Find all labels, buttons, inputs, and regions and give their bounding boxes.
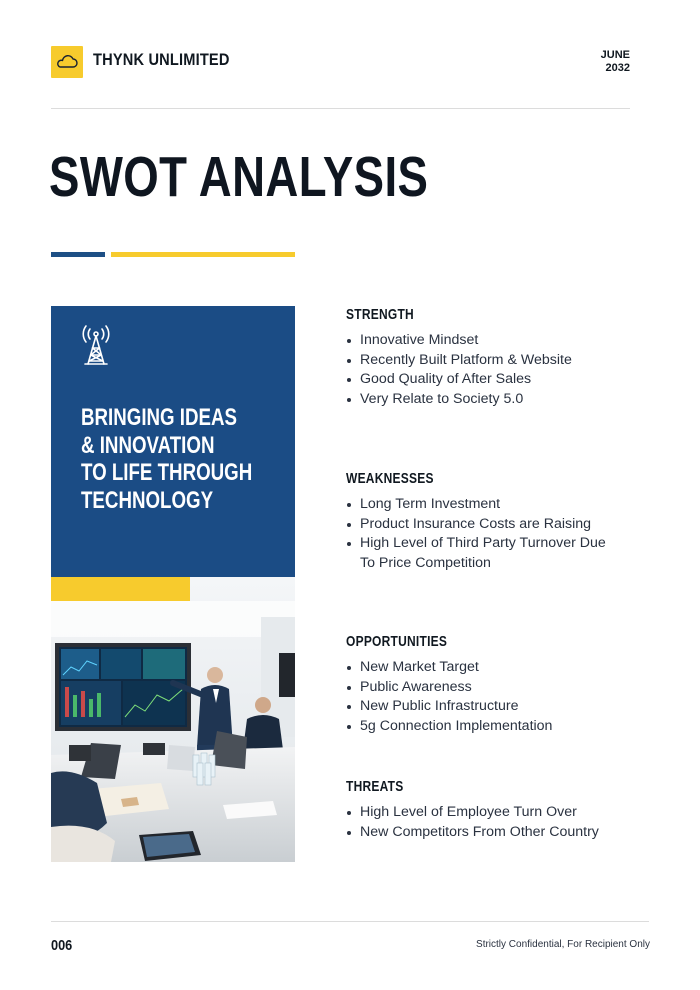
list-item: Recently Built Platform & Website xyxy=(346,351,646,371)
list-item: New Competitors From Other Country xyxy=(346,823,666,843)
section-heading: OPPORTUNITIES xyxy=(346,633,448,650)
signal-tower-icon xyxy=(76,324,116,368)
company-name: THYNK UNLIMITED xyxy=(93,50,230,69)
list-item: High Level of Employee Turn Over xyxy=(346,803,666,823)
section-list xyxy=(346,658,646,736)
cloud-icon xyxy=(51,46,83,78)
footer-divider xyxy=(51,921,649,922)
title-accent-yellow xyxy=(111,252,295,257)
section-heading: STRENGTH xyxy=(346,306,414,323)
list-item: Very Relate to Society 5.0 xyxy=(346,390,646,410)
section-weaknesses xyxy=(346,470,636,573)
list-item: Product Insurance Costs are Raising xyxy=(346,515,636,535)
section-list xyxy=(346,803,666,842)
list-item: Good Quality of After Sales xyxy=(346,370,646,390)
list-item: High Level of Third Party Turnover Due To Price Competition xyxy=(346,534,612,573)
photo-accent-yellow xyxy=(51,577,190,601)
list-item: Public Awareness xyxy=(346,678,646,698)
report-date xyxy=(601,49,630,75)
section-list xyxy=(346,331,646,409)
meeting-illustration xyxy=(51,577,295,862)
list-item: New Public Infrastructure xyxy=(346,697,646,717)
section-heading: WEAKNESSES xyxy=(346,470,434,487)
tagline-line: BRINGING IDEAS xyxy=(81,404,238,431)
date-year: 2032 xyxy=(605,62,630,74)
section-list xyxy=(346,495,636,573)
list-item: Innovative Mindset xyxy=(346,331,646,351)
page-title: SWOT ANALYSIS xyxy=(49,145,429,209)
card-tagline xyxy=(81,404,252,514)
section-heading: THREATS xyxy=(346,778,404,795)
title-accent-blue xyxy=(51,252,105,257)
list-item: New Market Target xyxy=(346,658,646,678)
date-month: JUNE xyxy=(600,49,630,61)
section-opportunities xyxy=(346,633,646,736)
page-number: 006 xyxy=(51,937,73,954)
header-divider xyxy=(51,108,630,109)
tagline-line: & INNOVATION xyxy=(81,431,215,459)
list-item: Long Term Investment xyxy=(346,495,636,515)
list-item: 5g Connection Implementation xyxy=(346,717,646,737)
meeting-photo xyxy=(51,577,295,862)
section-strength xyxy=(346,306,646,409)
tagline-line: TO LIFE THROUGH xyxy=(81,459,253,486)
tagline-line: TECHNOLOGY xyxy=(81,486,214,514)
confidential-note: Strictly Confidential, For Recipient Only xyxy=(476,939,650,950)
company-logo xyxy=(51,46,83,78)
section-threats xyxy=(346,778,666,842)
